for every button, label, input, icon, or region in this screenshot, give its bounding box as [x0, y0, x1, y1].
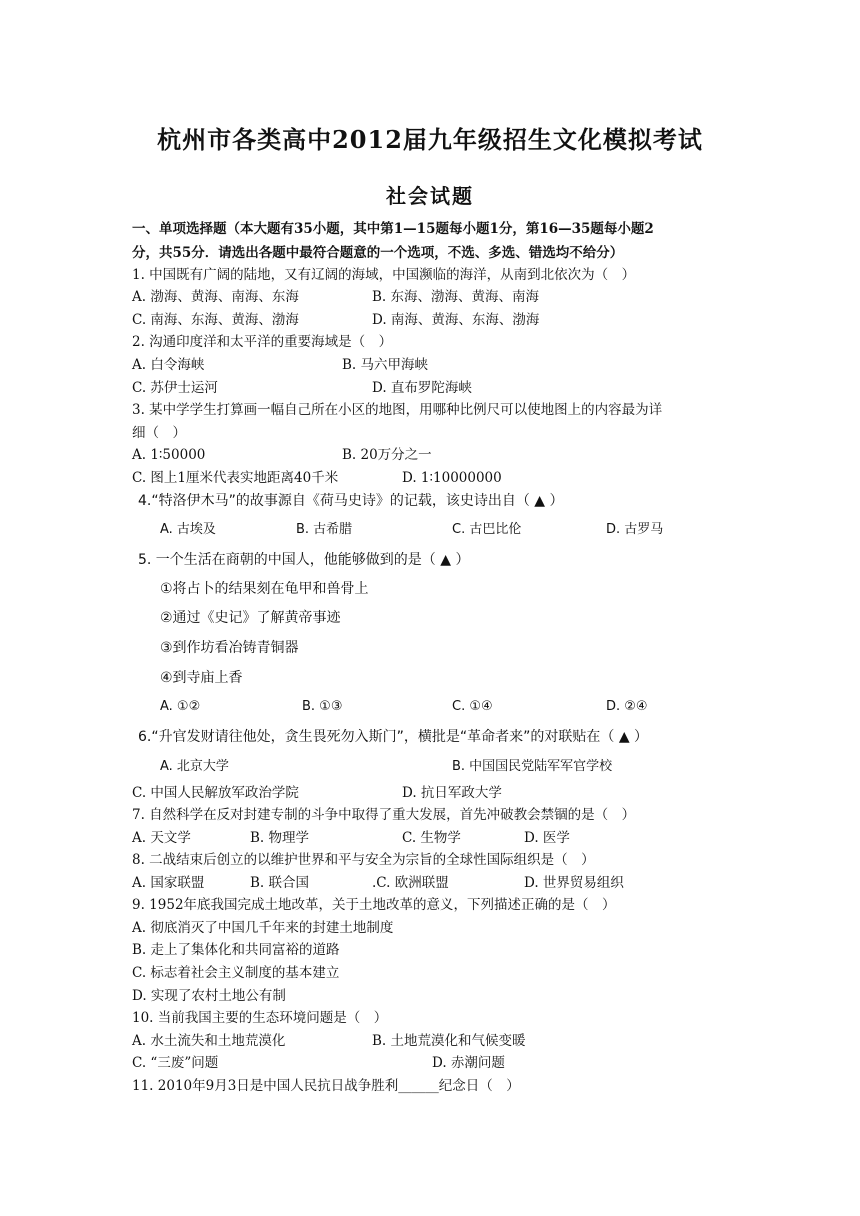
option-a: A. 古埃及 [160, 522, 216, 537]
option-a: A. 渤海、黄海、南海、东海 [132, 289, 299, 305]
exam-subtitle: 社会试题 [386, 184, 474, 208]
section-heading: 分，共55分．请选出各题中最符合题意的一个选项，不选、多选、错选均不给分） [132, 245, 624, 261]
statement-4: ④到寺庙上香 [160, 670, 243, 686]
option-c: C. ①④ [452, 699, 493, 714]
statement-3: ③到作坊看冶铸青铜器 [160, 640, 299, 656]
option-c: C. “三废”问题 [132, 1055, 219, 1071]
option-c: C. 生物学 [402, 830, 461, 846]
option-d: D. 南海、黄海、东海、渤海 [372, 312, 540, 328]
option-a: A. 1∶50000 [132, 447, 206, 463]
question-stem: 6.“升官发财请往他处，贪生畏死勿入斯门”，横批是“革命者来”的对联贴在（ ▲ ） [138, 729, 649, 745]
option-c: C. 中国人民解放军政治学院 [132, 785, 299, 801]
question-stem: 1. 中国既有广阔的陆地，又有辽阔的海域，中国濒临的海洋，从南到北依次为（ ） [132, 267, 636, 283]
option-d: D. 抗日军政大学 [402, 785, 502, 801]
option-b: B. 联合国 [250, 875, 310, 891]
option-c: C. 古巴比伦 [452, 522, 522, 537]
question-stem: 2. 沟通印度洋和太平洋的重要海域是（ ） [132, 334, 393, 350]
option-a: A. 天文学 [132, 830, 191, 846]
option-b: B. 土地荒漠化和气候变暖 [372, 1033, 526, 1049]
question-stem: 4.“特洛伊木马”的故事源自《荷马史诗》的记载，该史诗出自（ ▲ ） [138, 493, 564, 509]
option-b: B. 走上了集体化和共同富裕的道路 [132, 942, 340, 958]
option-d: D. 医学 [524, 830, 570, 846]
option-b: B. 东海、渤海、黄海、南海 [372, 289, 540, 305]
option-a: A. 彻底消灭了中国几千年来的封建土地制度 [132, 920, 394, 936]
option-a: A. 国家联盟 [132, 875, 205, 891]
question-stem: 3. 某中学学生打算画一幅自己所在小区的地图，用哪种比例尺可以使地图上的内容最为详 [132, 402, 663, 418]
option-d: D. 世界贸易组织 [524, 875, 624, 891]
option-b: B. 马六甲海峡 [342, 357, 429, 373]
option-d: D. 古罗马 [606, 522, 664, 537]
option-d: D. 直布罗陀海峡 [372, 380, 472, 396]
option-b: B. 古希腊 [296, 522, 353, 537]
option-a: A. 白令海峡 [132, 357, 205, 373]
option-a: A. 北京大学 [160, 759, 229, 774]
option-b: B. 20万分之一 [342, 447, 432, 463]
option-d: D. 实现了农村土地公有制 [132, 988, 286, 1004]
question-stem: 9. 1952年底我国完成土地改革，关于土地改革的意义，下列描述正确的是（ ） [132, 897, 616, 913]
option-d: D. 1∶10000000 [402, 470, 502, 486]
option-a: A. ①② [160, 699, 201, 714]
option-d: D. ②④ [606, 699, 648, 714]
option-c: C. 南海、东海、黄海、渤海 [132, 312, 299, 328]
question-stem: 11. 2010年9月3日是中国人民抗日战争胜利______纪念日（ ） [132, 1078, 520, 1094]
exam-title: 杭州市各类高中2012届九年级招生文化模拟考试 [157, 125, 703, 154]
section-heading: 一、单项选择题（本大题有35小题，其中第1—15题每小题1分，第16—35题每小题2 [132, 221, 654, 237]
question-stem: 7. 自然科学在反对封建专制的斗争中取得了重大发展，首先冲破教会禁锢的是（ ） [132, 807, 636, 823]
question-stem: 8. 二战结束后创立的以维护世界和平与安全为宗旨的全球性国际组织是（ ） [132, 852, 595, 868]
option-b: B. 中国国民党陆军军官学校 [452, 759, 613, 774]
statement-2: ②通过《史记》了解黄帝事迹 [160, 610, 341, 626]
question-stem: 细（ ） [132, 425, 186, 441]
question-stem: 5. 一个生活在商朝的中国人，他能够做到的是（ ▲ ） [138, 552, 470, 568]
option-a: A. 水土流失和土地荒漠化 [132, 1033, 286, 1049]
option-c: .C. 欧洲联盟 [372, 875, 449, 891]
question-stem: 10. 当前我国主要的生态环境问题是（ ） [132, 1010, 388, 1026]
option-b: B. ①③ [302, 699, 343, 714]
statement-1: ①将占卜的结果刻在龟甲和兽骨上 [160, 581, 369, 597]
option-c: C. 图上1厘米代表实地距离40千米 [132, 470, 339, 486]
option-c: C. 标志着社会主义制度的基本建立 [132, 965, 340, 981]
option-b: B. 物理学 [250, 830, 310, 846]
option-d: D. 赤潮问题 [432, 1055, 505, 1071]
option-c: C. 苏伊士运河 [132, 380, 218, 396]
